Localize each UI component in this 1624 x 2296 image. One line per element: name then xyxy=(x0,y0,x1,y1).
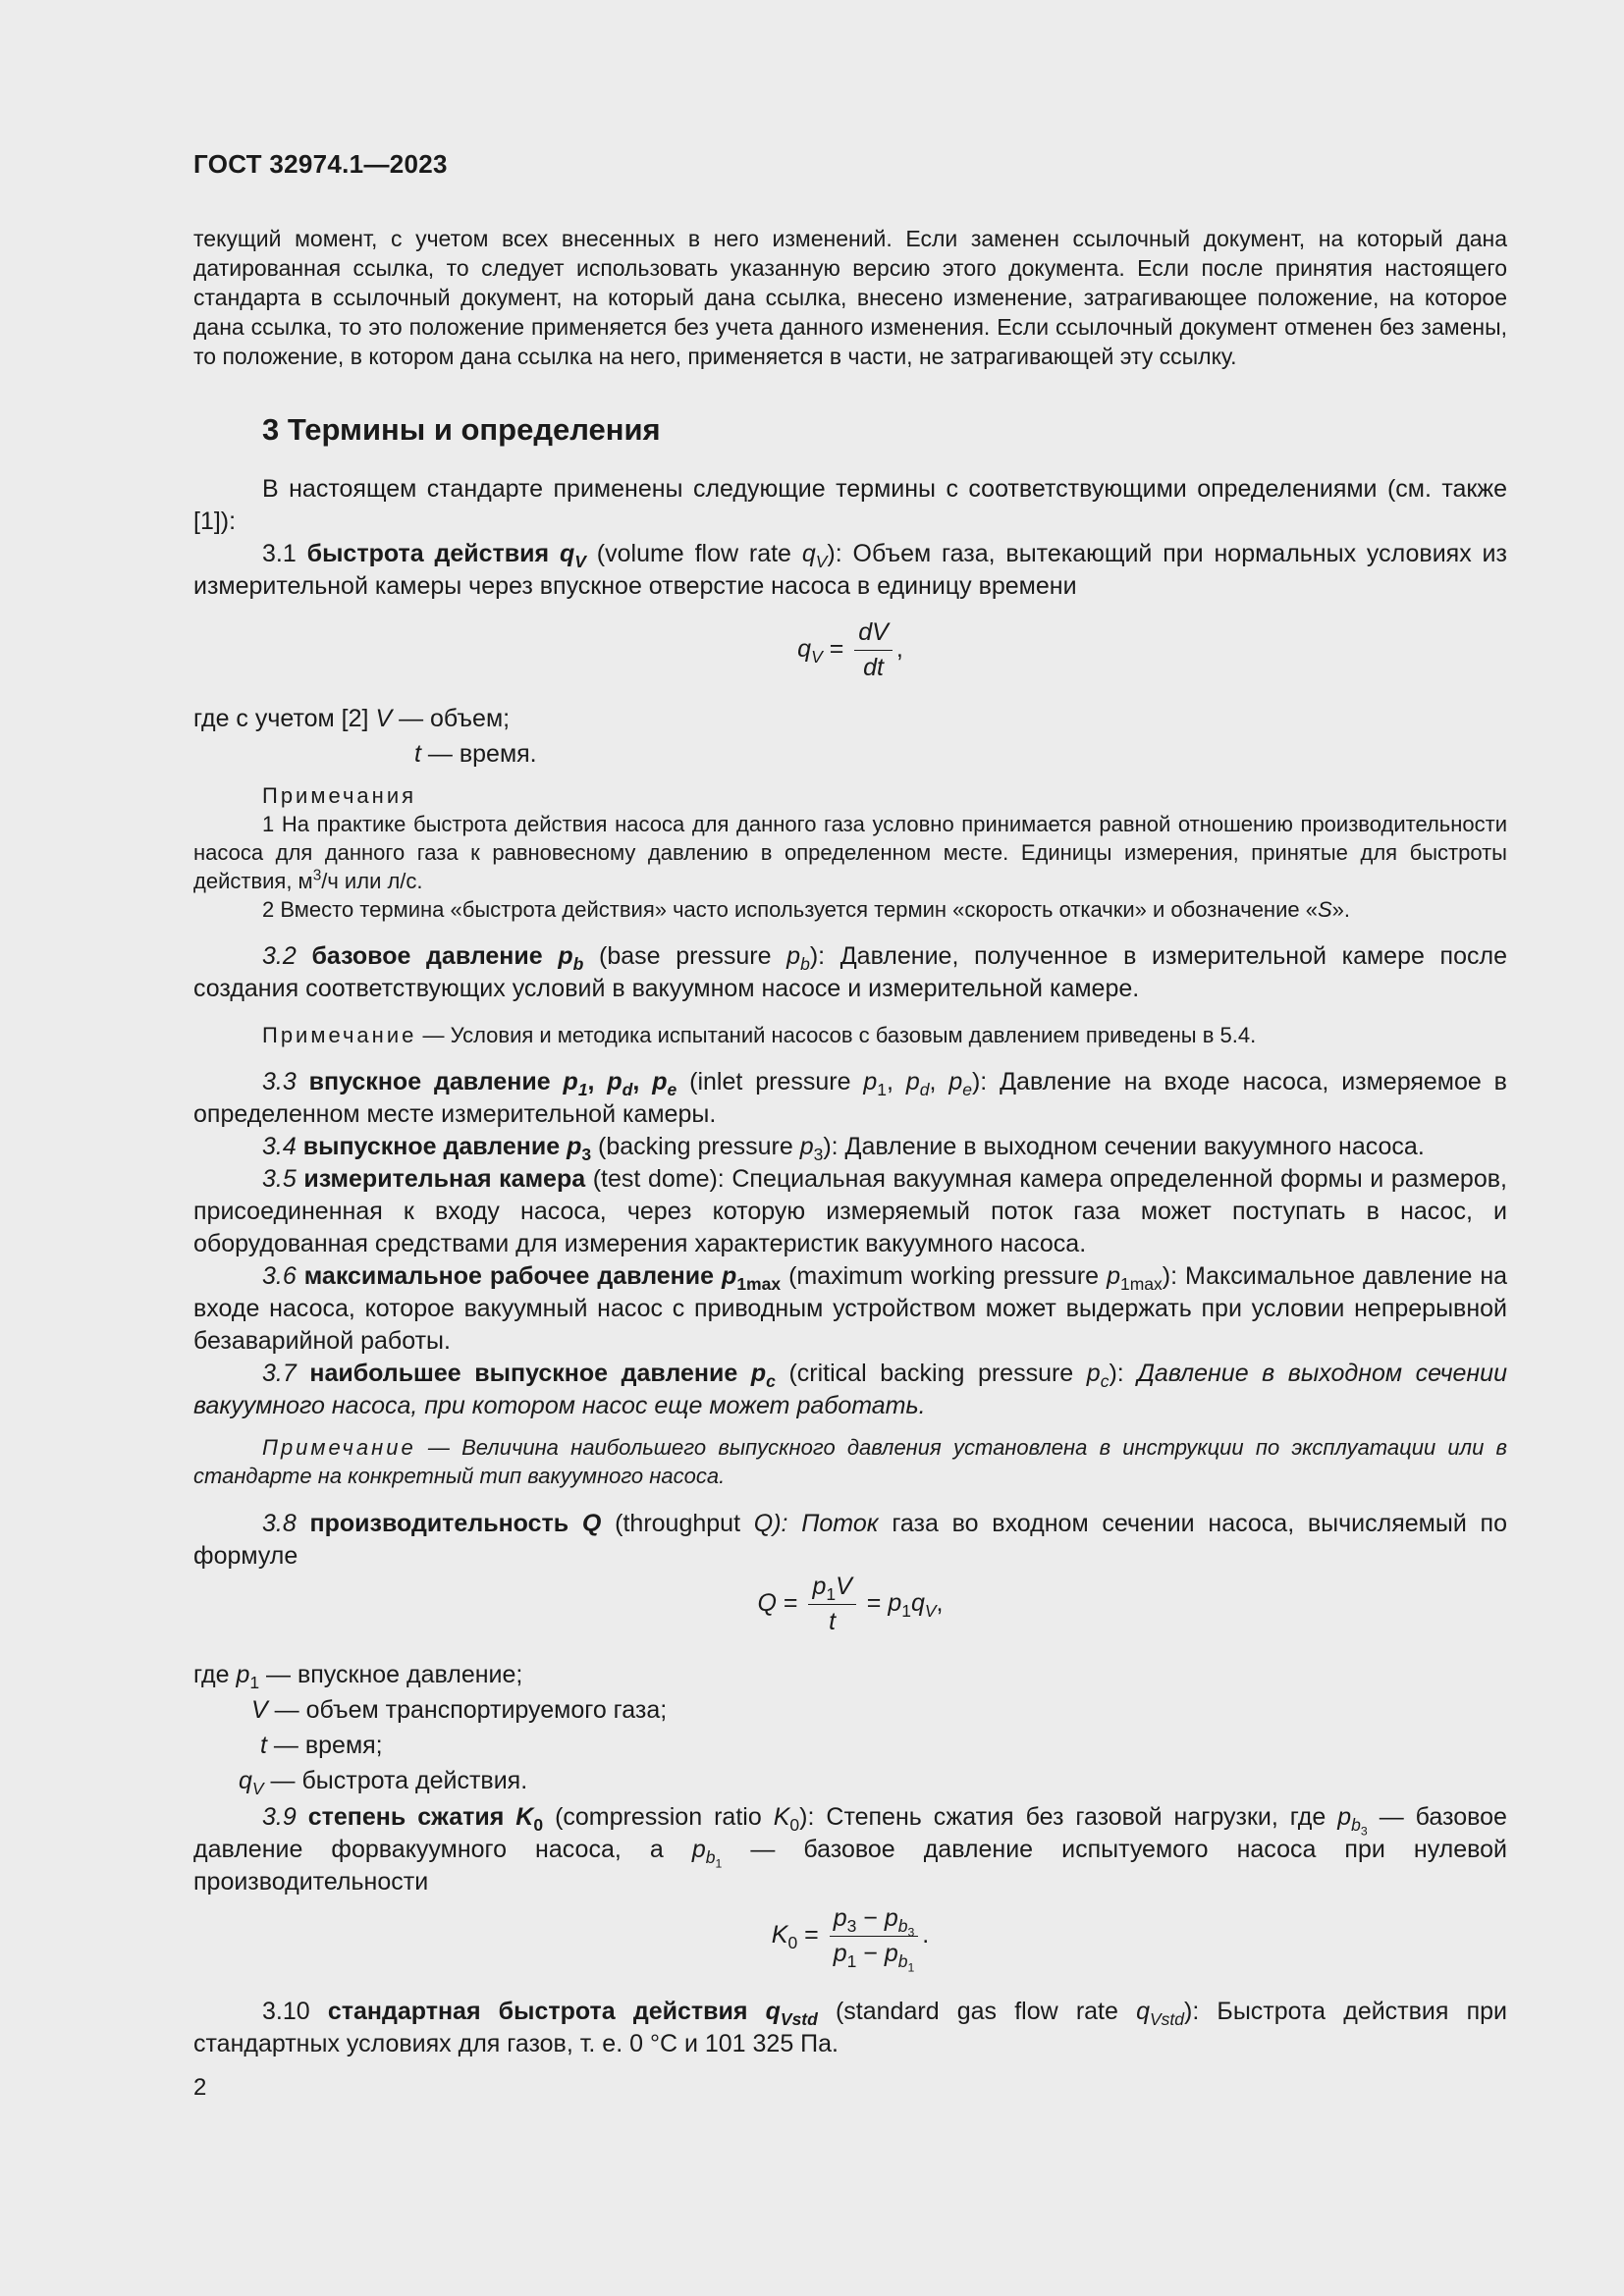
term-symbol: q xyxy=(559,540,575,567)
term-english-symbol-sub: b xyxy=(800,954,810,974)
where-symbol: q xyxy=(239,1767,252,1794)
where-symbol: V xyxy=(251,1696,268,1724)
formula-fraction xyxy=(830,1904,919,1975)
document-header: ГОСТ 32974.1—2023 xyxy=(193,149,448,179)
formula-equals: = xyxy=(783,1589,798,1618)
term-definition: ): Давление, полученное в измерительной камере после создания соответствующих условий в вакуумном насосе и измерительной камере. xyxy=(193,942,1507,1002)
note-3-7 xyxy=(193,1433,1507,1490)
term-definition: ): Максимальное давление на входе насоса, которое вакуумный насос с приводным устройством может выдержать при условии непрерывной безаварийной работы. xyxy=(193,1262,1508,1355)
term-number: 3.2 xyxy=(262,942,297,970)
term-name: выпускное давление xyxy=(302,1133,561,1160)
term-symbol-sub: 0 xyxy=(533,1815,544,1835)
term-symbol-sub: 1 xyxy=(577,1080,588,1099)
term-symbol-sub: Vstd xyxy=(780,2009,818,2029)
term-definition: ): Объем газа, вытекающий при нормальных условиях из измерительной камеры через впускное отверстие насоса в единицу времени xyxy=(193,540,1507,600)
intro-block xyxy=(193,224,1507,371)
term-english: (inlet pressure xyxy=(689,1068,851,1095)
term-name: степень сжатия xyxy=(307,1803,505,1831)
note-1-sup: 3 xyxy=(312,867,322,884)
section-body xyxy=(193,473,1507,603)
term-3-5 xyxy=(193,1163,1507,1260)
term-number: 3.5 xyxy=(262,1165,297,1193)
term-number: 3.1 xyxy=(262,540,297,567)
term-name: быстрота действия xyxy=(306,540,550,567)
note-2-symbol: S xyxy=(1317,897,1332,922)
term-name: базовое давление xyxy=(311,942,543,970)
term-definition-2: — базовое давление форвакуумного насоса, а xyxy=(193,1803,1507,1863)
term-number: 3.4 xyxy=(262,1133,297,1160)
formula-equals: = xyxy=(866,1589,882,1618)
term-number: 3.3 xyxy=(262,1068,297,1095)
where-prefix: где xyxy=(193,1661,230,1688)
formula-lhs-sub: V xyxy=(811,647,823,667)
note-2-text: 2 Вместо термина «быстрота действия» часто используется термин «скорость откачки» и обозначение « xyxy=(262,897,1318,922)
term-name: измерительная камера xyxy=(303,1165,586,1193)
term-definition: Давление в выходном сечении вакуумного насоса, при котором насос еще может работать. xyxy=(193,1360,1507,1419)
term-english: (throughput xyxy=(615,1510,741,1537)
note-text: — Величина наибольшего выпускного давления установлена в инструкции по эксплуатации или в стандарте на конкретный тип вакуумного насоса. xyxy=(193,1435,1507,1488)
term-3-6: 3.6 максимальное рабочее давление $p_{1max}$ (maximum working pressure $p_{1max}$): Максимальное давление на входе насоса, которое вакуумный насос с приводным устройством может выдержать при условии непрерывной безаварийной работы. xyxy=(193,1262,1508,1355)
formula-equals: = xyxy=(804,1921,819,1949)
term-name: наибольшее выпускное давление xyxy=(309,1360,738,1387)
term-definition-3: — базовое давление испытуемого насоса при нулевой производительности xyxy=(193,1836,1508,1896)
term-3-8 xyxy=(193,1508,1507,1573)
formula-3-8: Q = $\frac{p_1V}{t}$ = $p_1q_V$, xyxy=(757,1573,944,1635)
where-symbol: p xyxy=(236,1661,250,1688)
where-row-1 xyxy=(193,703,510,735)
term-symbol-sub: c xyxy=(766,1371,776,1391)
formula-3-1 xyxy=(193,618,1507,682)
term-english-symbol: p xyxy=(786,942,801,970)
term-symbol-sub: e xyxy=(667,1080,677,1099)
where-text: — объем транспортируемого газа; xyxy=(274,1696,668,1724)
term-name: впускное давление xyxy=(308,1068,551,1095)
term-3-3: 3.3 впускное давление $p_1$, $p_d$, $p_e$ (inlet pressure $p_1$, $p_d$, $p_e$): Давление на входе насоса, измеряемое в определенном месте измерительной камеры. xyxy=(193,1068,1507,1128)
note-1 xyxy=(193,810,1507,895)
term-english-symbol-sub: Vstd xyxy=(1149,2009,1184,2029)
term-3-10-block xyxy=(193,1996,1507,2060)
term-english-symbol-sub: V xyxy=(815,552,828,571)
term-definition-start: ): Поток xyxy=(773,1510,879,1537)
term-definition: ): Давление на входе насоса, измеряемое в определенном месте измерительной камеры. xyxy=(193,1068,1507,1128)
note-1-tail: /ч или л/с. xyxy=(321,869,423,893)
term-3-2 xyxy=(193,940,1507,1005)
term-english-symbol: q xyxy=(801,540,816,567)
term-number: 3.9 xyxy=(262,1803,297,1831)
formula-lhs: Q xyxy=(757,1589,777,1618)
term-symbol: p xyxy=(722,1262,737,1290)
term-symbol: K xyxy=(515,1803,534,1831)
term-number: 3.8 xyxy=(262,1510,297,1537)
term-3-8-block xyxy=(193,1508,1507,1573)
formula-denominator: $p_1 - p_{b_1}$ xyxy=(833,1940,915,1975)
where-text: — быстрота действия. xyxy=(270,1767,528,1794)
term-english: (base pressure xyxy=(599,942,772,970)
notes-heading: Примечания xyxy=(262,783,417,808)
term-symbol: p xyxy=(750,1360,767,1387)
term-english: (maximum working pressure xyxy=(788,1262,1100,1290)
formula-fraction xyxy=(854,618,893,682)
term-definition: газа во входном сечении насоса, вычисляемый по формуле xyxy=(193,1510,1507,1570)
term-3-4: 3.4 выпускное давление $p_3$ (backing pressure $p_3$): Давление в выходном сечении вакуумного насоса. xyxy=(262,1133,1425,1164)
note-label: Примечание xyxy=(262,1023,417,1047)
term-number: 3.10 xyxy=(262,1998,310,2025)
term-symbol-sub: d xyxy=(622,1080,633,1099)
term-english: (volume flow rate xyxy=(596,540,791,567)
formula-fraction xyxy=(808,1573,855,1636)
formula-equals: = xyxy=(829,635,844,664)
note-3-7-block xyxy=(193,1433,1507,1490)
term-name: стандартная быстрота действия xyxy=(327,1998,748,2025)
term-symbol-sub: V xyxy=(574,552,586,571)
term-3-9-block xyxy=(193,1801,1507,1898)
term-english: (standard gas flow rate xyxy=(835,1998,1118,2025)
formula-tail: . xyxy=(922,1921,930,1949)
terms-3-3-to-3-7 xyxy=(193,1066,1507,1422)
note-text: — Условия и методика испытаний насосов с базовым давлением приведены в 5.4. xyxy=(422,1023,1257,1047)
intro-paragraph: текущий момент, с учетом всех внесенных в него изменений. Если заменен ссылочный документ, на который дана датированная ссылка, то следует использовать указанную версию этого документа. Если после принятия настоящего стандарта в ссылочный документ, на который дана ссылка, внесено изменение, затрагивающее положение, на которое дана ссылка, то это положение применяется без учета данного изменения. Если ссылочный документ отменен без замены, то положение, в котором дана ссылка на него, применяется в части, не затрагивающей эту ссылку. xyxy=(193,226,1507,369)
term-english: (critical backing pressure xyxy=(788,1360,1074,1387)
term-3-9: 3.9 степень сжатия $K_0$ (compression ratio $K_0$): Степень сжатия без газовой нагрузки, где $p_{b_3}$ — базовое давление форвакуумного насоса, а $p_{b_1}$ — базовое давление испытуемого насоса при нулевой производительности xyxy=(193,1803,1508,1896)
where-symbol: t xyxy=(260,1732,267,1759)
term-definition: (test dome): Специальная вакуумная камера определенной формы и размеров, присоединенная к входу насоса, через которую измеряемый поток газа может поступать в насос, и оборудованная средствами для измерения характеристик вакуумного насоса. xyxy=(193,1165,1507,1257)
where-row-t xyxy=(260,1730,383,1762)
where-row-2 xyxy=(414,738,537,771)
term-english-symbol: Q xyxy=(753,1510,774,1537)
formula-tail: , xyxy=(936,1589,944,1618)
term-symbol: Q xyxy=(581,1510,602,1537)
term-name: максимальное рабочее давление xyxy=(303,1262,715,1290)
term-3-1 xyxy=(193,538,1507,603)
formula-rhs: p xyxy=(888,1589,902,1618)
notes-3-1 xyxy=(193,781,1507,924)
formula-tail: , xyxy=(895,635,903,664)
term-3-10 xyxy=(193,1996,1507,2060)
formula-numerator: $p_1V$ xyxy=(808,1573,855,1605)
formula-lhs: q xyxy=(797,635,812,664)
section-intro: В настоящем стандарте применены следующие термины с соответствующими определениями (см. также [1]): xyxy=(193,475,1507,535)
term-definition: ): Давление в выходном сечении вакуумного насоса. xyxy=(823,1133,1425,1160)
where-text: — впускное давление; xyxy=(266,1661,523,1688)
where-row-p1: где $p_1$ — впускное давление; xyxy=(193,1661,523,1692)
where-symbol: t xyxy=(414,740,421,768)
note-2-tail: ». xyxy=(1331,897,1350,922)
formula-denominator: t xyxy=(829,1608,837,1635)
note-3-2 xyxy=(193,1021,1507,1049)
term-definition: ): Быстрота действия при стандартных условиях для газов, т. е. 0 °С и 101 325 Па. xyxy=(193,1998,1507,2057)
where-text: — объем; xyxy=(399,705,511,732)
note-1-text: 1 На практике быстрота действия насоса для данного газа условно принимается равной отношению производительности насоса для данного газа к равновесному давлению в определенном месте. Единицы измерения, принятые для быстроты действия, м xyxy=(193,812,1507,893)
formula-numerator: dV xyxy=(854,618,893,651)
note-3-2-block xyxy=(193,1021,1507,1049)
section-title-block xyxy=(193,412,1507,448)
note-label: Примечание xyxy=(262,1435,416,1460)
formula-numerator: $p_3 - p_{b_3}$ xyxy=(830,1904,919,1937)
formula-lhs: K xyxy=(771,1921,788,1949)
note-2 xyxy=(193,895,1507,924)
term-symbol: q xyxy=(765,1998,781,2025)
term-3-7: 3.7 наибольшее выпускное давление $p_c$ (critical backing pressure $p_c$): Давление в выходном сечении вакуумного насоса, при котором насос еще может работать. xyxy=(193,1360,1507,1419)
term-number: 3.6 xyxy=(262,1262,297,1290)
term-symbol-sub: 3 xyxy=(581,1145,592,1164)
term-english-symbol: q xyxy=(1136,1998,1150,2025)
where-prefix: где с учетом [2] xyxy=(193,705,369,732)
where-row-v xyxy=(251,1694,667,1727)
where-text: — время. xyxy=(427,740,537,768)
term-english: (backing pressure xyxy=(598,1133,793,1160)
formula-3-9: $K_0$ = $\frac{p_3 - p_{b_3}}{p_1 - p_{b_1}}$ . xyxy=(771,1904,930,1975)
term-symbol-sub: b xyxy=(572,954,584,974)
term-symbol-sub: 1max xyxy=(736,1274,782,1294)
where-symbol: V xyxy=(375,705,393,732)
where-row-qv: $q_V$ — быстрота действия. xyxy=(239,1767,528,1798)
term-symbol: p xyxy=(567,1133,582,1160)
term-number: 3.7 xyxy=(262,1360,297,1387)
term-name: производительность xyxy=(309,1510,569,1537)
term-symbol: p xyxy=(558,942,573,970)
formula-denominator: dt xyxy=(863,654,884,681)
page-number: 2 xyxy=(193,2074,207,2101)
section-title: 3 Термины и определения xyxy=(262,412,661,447)
term-3-2-block xyxy=(193,940,1507,1005)
term-definition-start: ): xyxy=(1109,1360,1124,1387)
term-english: (compression ratio xyxy=(555,1803,762,1831)
where-text: — время; xyxy=(273,1732,383,1759)
term-definition: ): Степень сжатия без газовой нагрузки, где xyxy=(799,1803,1326,1831)
